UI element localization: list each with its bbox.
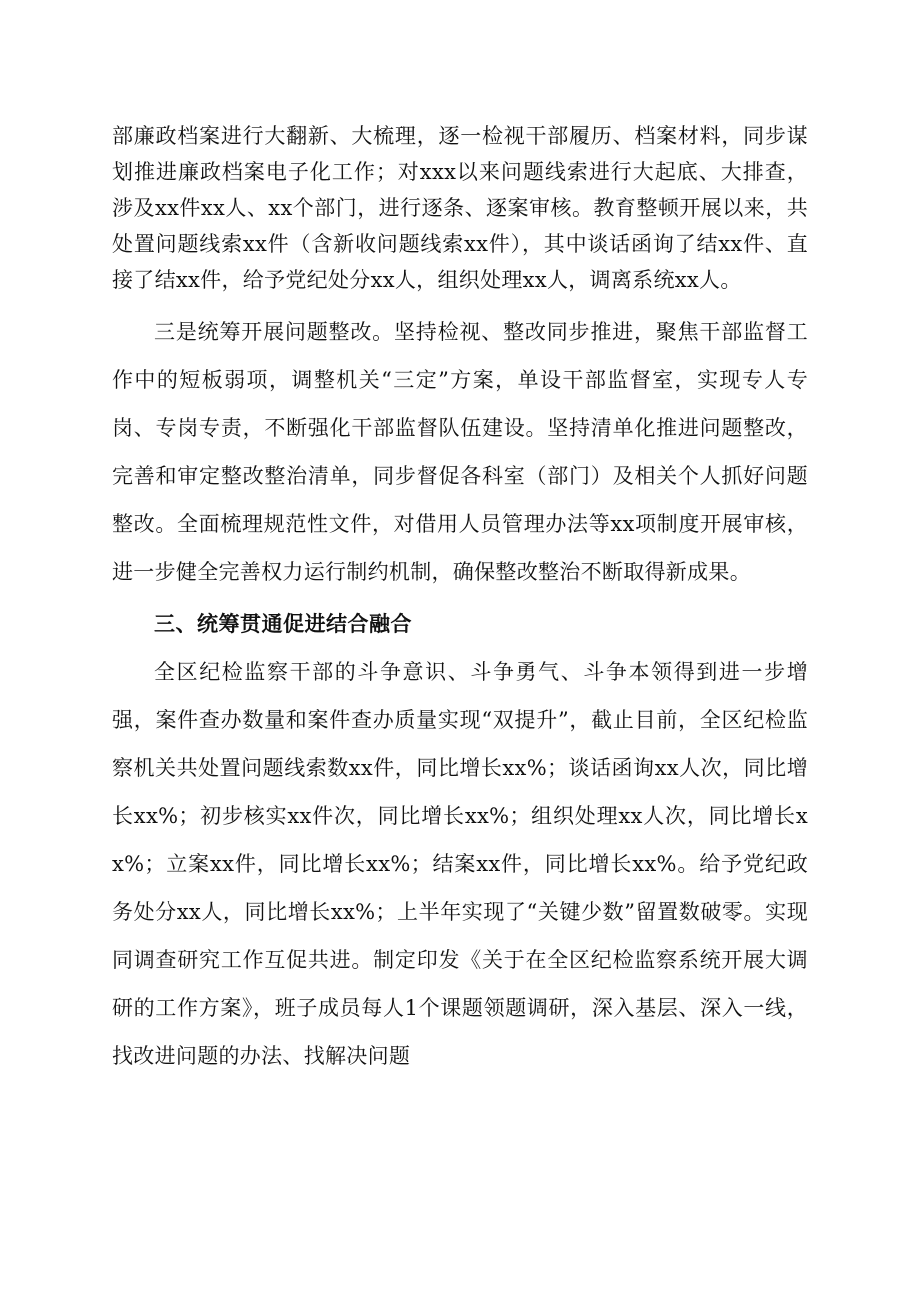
section-heading-3: 三、统筹贯通促进结合融合 [154,612,412,636]
paragraph-1: 部廉政档案进行大翻新、大梳理，逐一检视干部履历、档案材料，同步谋划推进廉政档案电子化工作；对xxx以来问题线索进行大起底、大排查，涉及xx件xx人、xx个部门，进行逐条、逐案审核。教育整顿开展以来，共处置问题线索xx件（含新收问题线索xx件），其中谈话函询了结xx件、直接了结xx件，给予党纪处分xx人，组织处理xx人，调离系统xx人。 [112,124,808,292]
document-page [112,118,808,1080]
paragraph-2: 三是统筹开展问题整改。坚持检视、整改同步推进，聚焦干部监督工作中的短板弱项，调整机关“三定”方案，单设干部监督室，实现专人专岗、专岗专责，不断强化干部监督队伍建设。坚持清单化推进问题整改，完善和审定整改整治清单，同步督促各科室（部门）及相关个人抓好问题整改。全面梳理规范性文件，对借用人员管理办法等xx项制度开展审核，进一步健全完善权力运行制约机制，确保整改整治不断取得新成果。 [112,320,808,584]
paragraph-3: 全区纪检监察干部的斗争意识、斗争勇气、斗争本领得到进一步增强，案件查办数量和案件查办质量实现“双提升”，截止目前，全区纪检监察机关共处置问题线索数xx件，同比增长xx%；谈话函询xx人次，同比增长xx%；初步核实xx件次，同比增长xx%；组织处理xx人次，同比增长xx%；立案xx件，同比增长xx%；结案xx件，同比增长xx%。给予党纪政务处分xx人，同比增长xx%；上半年实现了“关键少数”留置数破零。实现同调查研究工作互促共进。制定印发《关于在全区纪检监察系统开展大调研的工作方案》，班子成员每人1个课题领题调研，深入基层、深入一线，找改进问题的办法、找解决问题 [112,660,808,1068]
